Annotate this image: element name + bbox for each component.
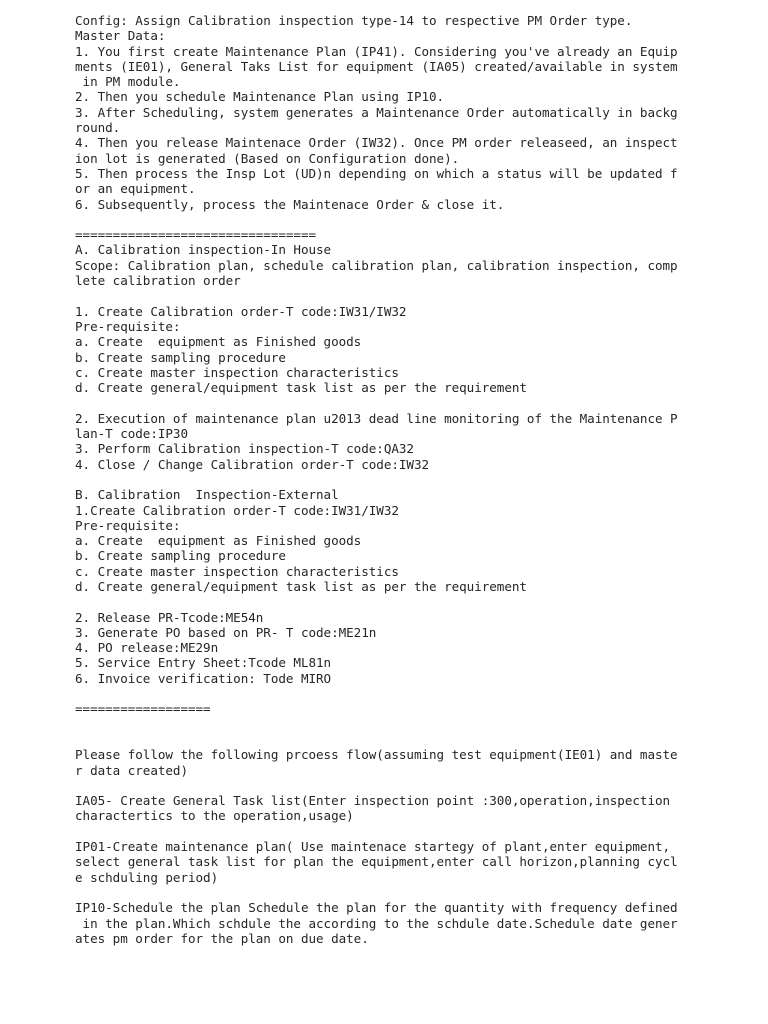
text-line: Pre-requisite: [75,517,181,533]
text-line: 3. Generate PO based on PR- T code:ME21n [75,624,377,640]
text-line [75,212,755,227]
text-line: A. Calibration inspection-In House [75,242,332,258]
text-line: 1. Create Calibration order-T code:IW31/IW32 [75,303,407,319]
text-line: 2. Then you schedule Maintenance Plan using IP10. [75,89,445,105]
text-line: 4. Close / Change Calibration order-T code:IW32 [75,456,430,472]
text-line: ================== [75,701,211,717]
text-line: 4. PO release:ME29n [75,640,219,656]
text-line: or an equipment. [75,181,196,197]
text-line: 3. After Scheduling, system generates a Maintenance Order automatically in backg [75,104,678,120]
text-line: in the plan.Which schdule the according to the schdule date.Schedule date gener [75,915,678,931]
text-line [75,732,755,747]
text-line: select general task list for plan the equipment,enter call horizon,planning cycl [75,854,678,870]
text-line: c. Create master inspection characteristics [75,563,399,579]
text-line: ments (IE01), General Taks List for equipment (IA05) created/available in system [75,58,678,74]
text-line [75,395,755,410]
text-line: 5. Then process the Insp Lot (UD)n depending on which a status will be updated f [75,165,678,181]
text-line: e schduling period) [75,869,219,885]
text-line: b. Create sampling procedure [75,548,286,564]
text-line: 5. Service Entry Sheet:Tcode ML81n [75,655,332,671]
text-line: 4. Then you release Maintenace Order (IW32). Once PM order releaseed, an inspect [75,135,678,151]
text-line: round. [75,120,121,136]
text-line [75,594,755,609]
text-line: Please follow the following prcoess flow(assuming test equipment(IE01) and maste [75,747,678,763]
text-line: d. Create general/equipment task list as per the requirement [75,578,527,594]
text-line: 2. Execution of maintenance plan u2013 dead line monitoring of the Maintenance P [75,410,678,426]
text-line: Master Data: [75,28,166,44]
text-line: IA05- Create General Task list(Enter inspection point :300,operation,inspection [75,793,671,809]
text-line: charactertics to the operation,usage) [75,808,354,824]
text-line: Scope: Calibration plan, schedule calibration plan, calibration inspection, comp [75,257,678,273]
text-line [75,288,755,303]
text-line [75,717,755,732]
text-line: Config: Assign Calibration inspection type-14 to respective PM Order type. [75,13,633,28]
text-line: 1. You first create Maintenance Plan (IP41). Considering you've already an Equip [75,43,678,59]
text-line: r data created) [75,762,188,778]
text-line: b. Create sampling procedure [75,349,286,365]
text-line: ates pm order for the plan on due date. [75,930,369,946]
text-line [75,472,755,487]
document-body [75,13,755,946]
text-line: in PM module. [75,74,181,90]
text-line [75,824,755,839]
text-line: a. Create equipment as Finished goods [75,533,362,549]
text-line: ion lot is generated (Based on Configuration done). [75,150,460,166]
text-line: 6. Subsequently, process the Maintenace Order & close it. [75,196,505,212]
text-line: 6. Invoice verification: Tode MIRO [75,670,332,686]
text-line: lete calibration order [75,273,241,289]
text-line: c. Create master inspection characteristics [75,364,399,380]
text-line [75,885,755,900]
text-line: IP10-Schedule the plan Schedule the plan for the quantity with frequency defined [75,900,678,916]
text-line [75,778,755,793]
text-line: 2. Release PR-Tcode:ME54n [75,609,264,625]
text-line: IP01-Create maintenance plan( Use maintenace startegy of plant,enter equipment, [75,839,671,855]
text-line: 1.Create Calibration order-T code:IW31/IW32 [75,502,399,518]
text-line: ================================ [75,227,317,243]
text-line: B. Calibration Inspection-External [75,487,339,503]
text-line [75,686,755,701]
text-line: Pre-requisite: [75,318,181,334]
text-line: a. Create equipment as Finished goods [75,334,362,350]
text-line: d. Create general/equipment task list as per the requirement [75,380,527,396]
text-line: lan-T code:IP30 [75,426,188,442]
text-line: 3. Perform Calibration inspection-T code:QA32 [75,441,414,457]
